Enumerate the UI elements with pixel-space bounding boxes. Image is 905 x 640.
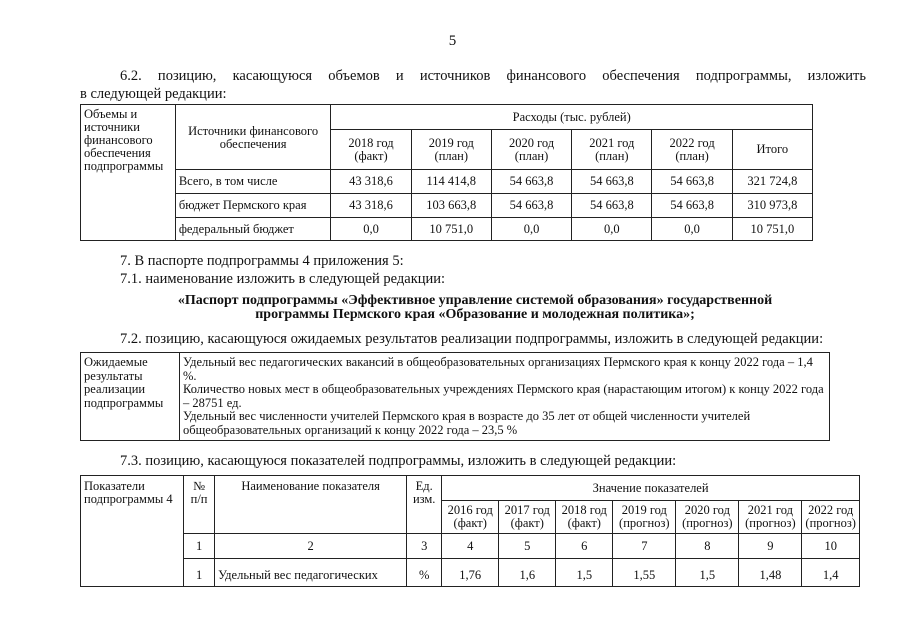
table-row [81,194,813,218]
expected-results-label: Ожидаемые результаты реализации подпрограммы [81,353,180,441]
value-cell: 103 663,8 [411,194,491,218]
passport-heading-line2: программы Пермского края «Образование и молодежная политика»; [255,307,695,322]
paragraph-7-1: 7.1. наименование изложить в следующей редакции: [120,271,446,287]
result-item: Удельный вес педагогических вакансий в общеобразовательных организациях Пермского края к концу 2022 года – 1,4 %. [183,355,813,383]
year-header: 2022 год (прогноз) [802,501,860,534]
row-number: 1 [184,565,215,587]
value-cell: 54 663,8 [572,194,652,218]
value-cell: 1,55 [613,565,676,587]
value-cell: 0,0 [652,218,732,241]
paragraph-7-3: 7.3. позицию, касающуюся показателей подпрограммы, изложить в следующей редакции: [120,453,677,469]
paragraph-6-2-line2: в следующей редакции: [80,86,227,102]
value-cell: 0,0 [331,218,411,241]
year-header: 2021 год (план) [572,130,652,170]
value-cell: 1,5 [676,565,739,587]
index-cell: 5 [499,534,556,559]
paragraph-7-2: 7.2. позицию, касающуюся ожидаемых результатов реализации подпрограммы, изложить в следующей редакции: [120,331,824,347]
index-cell: 9 [739,534,802,559]
year-header: 2021 год (прогноз) [739,501,802,534]
source-name: бюджет Пермского края [175,194,331,218]
passport-heading-line1: «Паспорт подпрограммы «Эффективное управление системой образования» государственной [177,293,773,308]
result-item: Количество новых мест в общеобразовательных учреждениях Пермского края (нарастающим итогом) к концу 2022 года – 28751 ед. [183,382,824,410]
table-row [81,534,860,559]
result-item: Удельный вес численности учителей Пермского края в возрасте до 35 лет от общей численности учителей общеобразовательных организаций к концу 2022 года – 23,5 % [183,409,751,437]
year-header: 2018 год (факт) [556,501,613,534]
indicator-name: Удельный вес педагогических [215,565,407,587]
year-header: 2020 год (план) [491,130,571,170]
value-cell: 43 318,6 [331,194,411,218]
indicator-name-header: Наименование показателя [215,476,407,534]
value-cell: 43 318,6 [331,170,411,194]
value-cell: 114 414,8 [411,170,491,194]
value-cell: 1,76 [442,565,499,587]
year-header: 2016 год (факт) [442,501,499,534]
source-name: Всего, в том числе [175,170,331,194]
index-cell: 6 [556,534,613,559]
value-cell: 1,48 [739,565,802,587]
value-cell: 0,0 [491,218,571,241]
value-cell: 54 663,8 [491,194,571,218]
sources-header: Источники финансового обеспечения [175,105,331,170]
num-header: № п/п [184,476,215,534]
index-cell: 4 [442,534,499,559]
value-cell: 0,0 [572,218,652,241]
value-cell: 1,5 [556,565,613,587]
source-name: федеральный бюджет [175,218,331,241]
expected-results-content [180,353,830,441]
indicators-label: Показатели подпрограммы 4 [81,476,184,587]
paragraph-7: 7. В паспорте подпрограммы 4 приложения 5: [120,253,404,269]
index-cell: 7 [613,534,676,559]
total-header: Итого [732,130,812,170]
passport-heading [100,294,850,322]
year-header: 2019 год (прогноз) [613,501,676,534]
table-row [81,565,860,587]
value-cell: 310 973,8 [732,194,812,218]
expenses-header: Расходы (тыс. рублей) [331,105,813,130]
indicators-table [80,475,860,587]
index-cell: 10 [802,534,860,559]
index-cell: 8 [676,534,739,559]
index-cell: 1 [184,534,215,559]
value-cell: 10 751,0 [411,218,491,241]
value-cell: 321 724,8 [732,170,812,194]
index-cell: 2 [215,534,407,559]
value-cell: 54 663,8 [652,170,732,194]
financing-row-label: Объемы и источники финансового обеспечения подпрограммы [81,105,176,241]
value-cell: 54 663,8 [652,194,732,218]
value-cell: 1,6 [499,565,556,587]
value-cell: 10 751,0 [732,218,812,241]
unit-header: Ед. изм. [407,476,442,534]
financing-table [80,104,813,241]
year-header: 2022 год (план) [652,130,732,170]
value-cell: 54 663,8 [491,170,571,194]
year-header: 2019 год (план) [411,130,491,170]
values-header: Значение показателей [442,476,860,501]
index-cell: 3 [407,534,442,559]
page-number: 5 [448,33,457,49]
year-header: 2018 год (факт) [331,130,411,170]
year-header: 2020 год (прогноз) [676,501,739,534]
table-row [81,218,813,241]
table-row [81,170,813,194]
expected-results-table [80,352,830,441]
paragraph-6-2-line1: 6.2. позицию, касающуюся объемов и источников финансового обеспечения подпрограммы, изложить [120,68,866,84]
indicator-unit: % [407,565,442,587]
value-cell: 1,4 [802,565,860,587]
year-header: 2017 год (факт) [499,501,556,534]
value-cell: 54 663,8 [572,170,652,194]
